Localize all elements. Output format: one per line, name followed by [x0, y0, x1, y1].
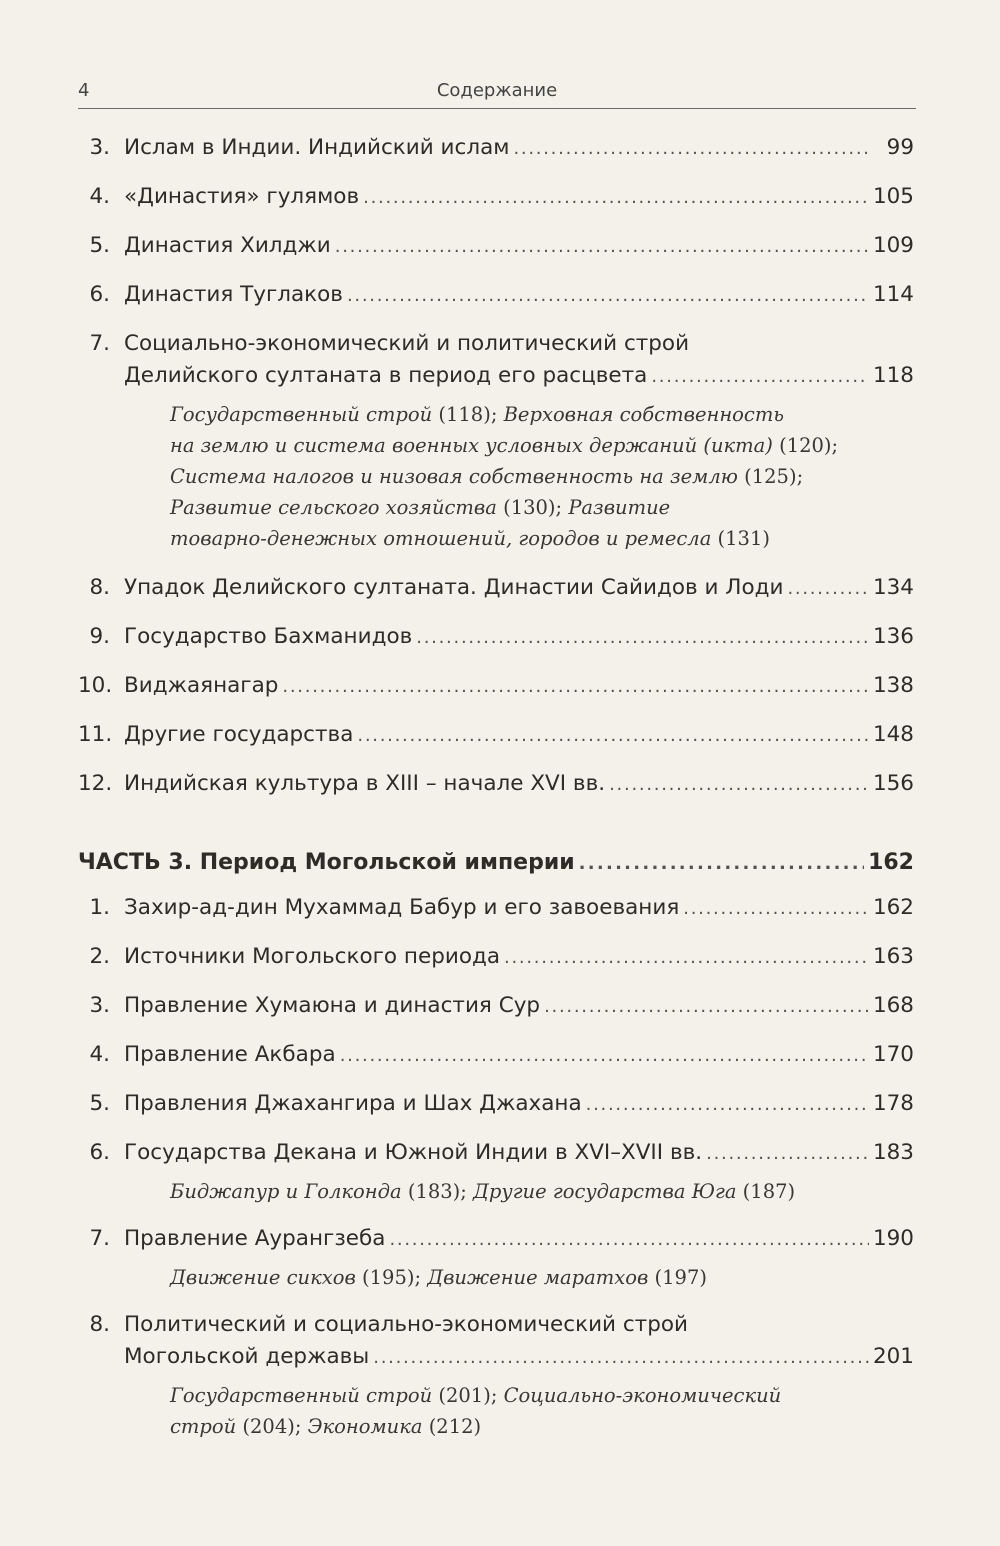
table-of-contents — [78, 132, 914, 1442]
subtopic-line — [170, 1380, 914, 1411]
dot-leader — [706, 1137, 869, 1170]
toc-entry — [78, 719, 914, 752]
entry-page: 105 — [872, 184, 914, 209]
toc-entry — [78, 572, 914, 605]
entry-body — [124, 719, 914, 752]
entry-number: 8. — [89, 575, 110, 600]
subtopic-page: (197) — [648, 1266, 707, 1289]
toc-entry — [78, 1223, 914, 1293]
entry-title: Индийская культура в XIII – начале XVI вв. — [124, 771, 606, 796]
dot-leader — [282, 670, 869, 703]
subtopic-page: (201); — [432, 1384, 504, 1407]
dot-leader — [504, 941, 869, 974]
entry-number: 4. — [89, 184, 110, 209]
toc-entry — [78, 1137, 914, 1207]
entry-line — [124, 1039, 914, 1072]
entry-page: 109 — [872, 233, 914, 258]
entry-line — [124, 768, 914, 801]
subtopic-page: (130); — [496, 496, 569, 519]
subtopic-line — [170, 1411, 914, 1442]
toc-entry — [78, 230, 914, 263]
dot-leader — [586, 1088, 869, 1121]
entry-number: 10. — [78, 673, 113, 698]
entry-body — [124, 1039, 914, 1072]
dot-leader — [357, 719, 869, 752]
subtopic-page: (118); — [432, 403, 504, 426]
toc-entry — [78, 1309, 914, 1442]
entry-body — [124, 670, 914, 703]
subtopic-title: Социально-экономический — [503, 1384, 782, 1407]
subtopic-title: Развитие — [568, 496, 671, 519]
entry-page: 134 — [872, 575, 914, 600]
entry-body — [124, 181, 914, 214]
entry-body — [124, 1088, 914, 1121]
entry-number: 5. — [89, 1091, 110, 1116]
entry-number: 6. — [89, 1140, 110, 1165]
entry-line — [124, 670, 914, 703]
entry-page: 118 — [872, 363, 914, 388]
part-heading — [78, 847, 914, 880]
dot-leader — [609, 768, 869, 801]
entry-body — [124, 990, 914, 1023]
dot-leader — [340, 1039, 869, 1072]
entry-title: Упадок Делийского султаната. Династии Сайидов и Лоди — [124, 575, 784, 600]
subtopics — [170, 1176, 914, 1207]
entry-title: Виджаянагар — [124, 673, 279, 698]
toc-entry — [78, 181, 914, 214]
dot-leader — [363, 181, 869, 214]
entry-page: 190 — [872, 1226, 914, 1251]
entry-number: 9. — [89, 624, 110, 649]
toc-entry — [78, 670, 914, 703]
subtopic-title: Другие государства Юга — [473, 1180, 737, 1203]
entry-page: 163 — [872, 944, 914, 969]
entry-title: Политический и социально-экономический строй — [124, 1312, 688, 1337]
entry-number: 8. — [89, 1312, 110, 1337]
entry-number: 3. — [89, 135, 110, 160]
entry-number: 12. — [78, 771, 113, 796]
dot-leader — [579, 847, 864, 880]
entry-title: Династия Хилджи — [124, 233, 331, 258]
entry-title: Могольской державы — [124, 1344, 370, 1369]
dot-leader — [373, 1341, 869, 1374]
entry-body — [124, 1223, 914, 1256]
entry-page: 114 — [872, 282, 914, 307]
entry-title: Правление Аурангзеба — [124, 1226, 386, 1251]
entry-title: Ислам в Индии. Индийский ислам — [124, 135, 510, 160]
dot-leader — [389, 1223, 869, 1256]
toc-entry — [78, 1039, 914, 1072]
entry-line — [124, 1137, 914, 1170]
entry-page: 162 — [872, 895, 914, 920]
entry-line — [124, 181, 914, 214]
dot-leader — [544, 990, 869, 1023]
dot-leader — [651, 360, 869, 393]
entry-title: Захир-ад-дин Мухаммад Бабур и его завоевания — [124, 895, 680, 920]
entry-number: 5. — [89, 233, 110, 258]
entry-page: 170 — [872, 1042, 914, 1067]
part-page: 162 — [868, 850, 914, 875]
entry-title: Государства Декана и Южной Индии в XVI–XVII вв. — [124, 1140, 703, 1165]
entry-title: Делийского султаната в период его расцвета — [124, 363, 648, 388]
dot-leader — [513, 132, 872, 165]
entry-title: Правления Джахангира и Шах Джахана — [124, 1091, 582, 1116]
subtopic-line — [170, 399, 914, 430]
entry-title: Социально-экономический и политический строй — [124, 331, 690, 356]
entry-line — [124, 941, 914, 974]
toc-entry — [78, 768, 914, 801]
entry-page: 178 — [872, 1091, 914, 1116]
entry-title: Другие государства — [124, 722, 354, 747]
subtopic-title: Движение маратхов — [427, 1266, 649, 1289]
entry-body — [124, 892, 914, 925]
subtopic-title: строй — [170, 1415, 237, 1438]
entry-body — [124, 132, 914, 165]
entry-page: 156 — [872, 771, 914, 796]
entry-page: 168 — [872, 993, 914, 1018]
toc-entry — [78, 941, 914, 974]
subtopic-title: Экономика — [307, 1415, 423, 1438]
entry-title: Источники Могольского периода — [124, 944, 501, 969]
entry-page: 201 — [872, 1344, 914, 1369]
dot-leader — [787, 572, 868, 605]
subtopic-page: (183); — [401, 1180, 474, 1203]
subtopics — [170, 1380, 914, 1442]
entry-body — [124, 1309, 914, 1374]
subtopic-line — [170, 461, 914, 492]
toc-entry — [78, 621, 914, 654]
dot-leader — [335, 230, 869, 263]
entry-line — [124, 892, 914, 925]
entry-number: 4. — [89, 1042, 110, 1067]
entry-title: Правление Хумаюна и династия Сур — [124, 993, 541, 1018]
entry-number: 6. — [89, 282, 110, 307]
entry-body — [124, 572, 914, 605]
entry-body — [124, 768, 914, 801]
subtopic-title: на землю и система военных условных держаний (икта) — [170, 434, 773, 457]
entry-line — [124, 1223, 914, 1256]
entry-line — [124, 621, 914, 654]
subtopics — [170, 399, 914, 554]
entry-line — [124, 279, 914, 312]
entry-page: 138 — [872, 673, 914, 698]
entry-number: 2. — [89, 944, 110, 969]
entry-page: 136 — [872, 624, 914, 649]
subtopic-page: (212) — [422, 1415, 482, 1438]
subtopic-page: (125); — [737, 465, 804, 488]
subtopic-page: (131) — [711, 527, 770, 550]
subtopic-page: (195); — [355, 1266, 428, 1289]
subtopic-line — [170, 430, 914, 461]
entry-title: Правление Акбара — [124, 1042, 336, 1067]
entry-body — [124, 621, 914, 654]
entry-body — [124, 328, 914, 393]
toc-entry — [78, 132, 914, 165]
entry-line — [124, 1341, 914, 1374]
entry-title: Государство Бахманидов — [124, 624, 413, 649]
subtopic-title: Система налогов и низовая собственность на землю — [170, 465, 738, 488]
subtopic-page: (204); — [236, 1415, 308, 1438]
entry-body — [124, 230, 914, 263]
dot-leader — [416, 621, 869, 654]
subtopic-page: (187) — [736, 1180, 796, 1203]
toc-entry — [78, 892, 914, 925]
entry-number: 7. — [89, 1226, 110, 1251]
entry-number: 1. — [89, 895, 110, 920]
toc-entry — [78, 1088, 914, 1121]
running-head — [78, 78, 916, 109]
subtopic-title: Развитие сельского хозяйства — [170, 496, 497, 519]
entry-line — [124, 1088, 914, 1121]
subtopic-title: Биджапур и Голконда — [170, 1180, 402, 1203]
entry-line — [124, 132, 914, 165]
entry-page: 99 — [886, 135, 914, 160]
entry-line — [124, 230, 914, 263]
part-title: ЧАСТЬ 3. Период Могольской империи — [78, 850, 575, 875]
subtopic-title: Государственный строй — [170, 403, 433, 426]
subtopic-title: Верховная собственность — [503, 403, 784, 426]
entry-body — [124, 941, 914, 974]
entry-title: Династия Туглаков — [124, 282, 343, 307]
running-title: Содержание — [436, 80, 558, 101]
entry-line — [124, 719, 914, 752]
entry-page: 183 — [872, 1140, 914, 1165]
page-number: 4 — [78, 80, 90, 101]
entry-line — [124, 990, 914, 1023]
toc-entry — [78, 328, 914, 554]
dot-leader — [347, 279, 869, 312]
subtopic-line — [170, 492, 914, 523]
entry-line — [124, 360, 914, 393]
subtopic-line — [170, 523, 914, 554]
entry-body — [124, 1137, 914, 1170]
subtopic-page: (120); — [772, 434, 839, 457]
subtopic-title: Государственный строй — [170, 1384, 433, 1407]
subtopic-title: Движение сикхов — [170, 1266, 356, 1289]
toc-entry — [78, 990, 914, 1023]
toc-entry — [78, 279, 914, 312]
entry-title: «Династия» гулямов — [124, 184, 360, 209]
subtopic-title: товарно-денежных отношений, городов и ремесла — [170, 527, 712, 550]
entry-body — [124, 279, 914, 312]
entry-line — [124, 572, 914, 605]
subtopics — [170, 1262, 914, 1293]
entry-page: 148 — [872, 722, 914, 747]
entry-number: 11. — [78, 722, 113, 747]
entry-number: 3. — [89, 993, 110, 1018]
dot-leader — [683, 892, 869, 925]
entry-number: 7. — [89, 331, 110, 356]
